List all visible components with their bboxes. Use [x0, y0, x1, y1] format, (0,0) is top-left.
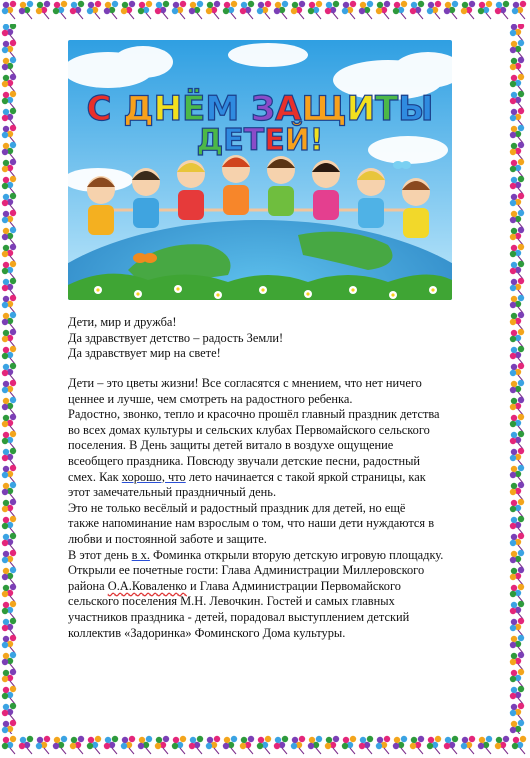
balloon-bunch-icon [2, 142, 16, 160]
balloon-bunch-icon [19, 1, 33, 19]
article-text: и Глава Администрации Первомайского [186, 578, 401, 593]
article-line: Дети – это цветы жизни! Все согласятся с мнением, что нет ничего [68, 376, 422, 390]
balloon-bunch-icon [510, 516, 524, 534]
balloon-bunch-icon [510, 142, 524, 160]
balloon-bunch-icon [189, 736, 203, 754]
balloon-bunch-icon [510, 686, 524, 704]
page-border-bottom [0, 734, 530, 758]
balloon-bunch-icon [510, 669, 524, 687]
balloon-bunch-icon [2, 618, 16, 636]
underlined-text: в х. [131, 547, 150, 562]
article-line [68, 470, 473, 486]
balloon-bunch-icon [410, 736, 424, 754]
balloon-bunch-icon [308, 736, 322, 754]
article-text: лето начинается с такой яркой страницы, как [185, 469, 426, 484]
article-body [68, 376, 473, 641]
balloon-bunch-icon [2, 159, 16, 177]
balloon-bunch-icon [155, 1, 169, 19]
balloon-bunch-icon [510, 720, 524, 734]
balloon-bunch-icon [223, 1, 237, 19]
balloon-bunch-icon [510, 414, 524, 432]
balloon-bunch-icon [510, 108, 524, 126]
balloon-bunch-icon [2, 635, 16, 653]
banner-illustration [68, 40, 452, 300]
balloon-bunch-icon [2, 482, 16, 500]
balloon-bunch-icon [510, 74, 524, 92]
balloon-bunch-icon [510, 465, 524, 483]
article-text: района [68, 578, 108, 593]
page-border-right [506, 24, 530, 734]
balloon-bunch-icon [104, 736, 118, 754]
balloon-bunch-icon [2, 91, 16, 109]
article-line: участников праздника - детей, порадовал выступлением детский [68, 609, 410, 624]
balloon-bunch-icon [2, 57, 16, 75]
balloon-bunch-icon [2, 227, 16, 245]
article-line: всеобщего праздника. Повсюду звучали детские песни, радостный [68, 453, 421, 468]
balloon-bunch-icon [70, 1, 84, 19]
balloon-bunch-icon [495, 1, 509, 19]
balloon-bunch-icon [87, 1, 101, 19]
balloon-bunch-icon [19, 736, 33, 754]
balloon-bunch-icon [223, 736, 237, 754]
balloon-bunch-icon [274, 1, 288, 19]
balloon-bunch-icon [510, 176, 524, 194]
childrens-day-banner [68, 40, 452, 300]
balloon-bunch-icon [325, 736, 339, 754]
balloon-bunch-icon [2, 346, 16, 364]
balloon-bunch-icon [510, 278, 524, 296]
balloon-bunch-icon [510, 346, 524, 364]
balloon-bunch-icon [172, 736, 186, 754]
balloon-bunch-icon [2, 465, 16, 483]
spellcheck-underlined-text: О.А.Коваленко [107, 578, 187, 593]
balloon-bunch-icon [510, 448, 524, 466]
article-line: сельского поселения М.Н. Левочкин. Гостей и самых главных [68, 594, 395, 609]
balloon-bunch-icon [2, 1, 16, 19]
balloon-bunch-icon [2, 397, 16, 415]
balloon-bunch-icon [70, 736, 84, 754]
balloon-bunch-icon [510, 244, 524, 262]
balloon-bunch-icon [2, 669, 16, 687]
article-line: Открыли ее почетные гости: Глава Администрации Миллеровского [68, 563, 425, 578]
balloon-bunch-icon [510, 397, 524, 415]
balloon-bunch-icon [2, 363, 16, 381]
balloon-bunch-icon [510, 482, 524, 500]
balloon-bunch-icon [510, 584, 524, 602]
balloon-bunch-icon [510, 159, 524, 177]
article-line: во всех домах культуры и сельских клубах Первомайского сельского [68, 422, 430, 437]
balloon-bunch-icon [478, 736, 492, 754]
balloon-bunch-icon [510, 91, 524, 109]
balloon-bunch-icon [510, 329, 524, 347]
balloon-bunch-icon [510, 363, 524, 381]
balloon-bunch-icon [510, 533, 524, 551]
balloon-bunch-icon [512, 736, 526, 754]
balloon-bunch-icon [291, 1, 305, 19]
balloon-bunch-icon [53, 736, 67, 754]
balloon-bunch-icon [36, 736, 50, 754]
balloon-border-left [0, 24, 24, 734]
balloon-bunch-icon [240, 1, 254, 19]
article-line: ценнее и лучше, чем смотреть на радостного ребенка. [68, 391, 353, 406]
balloon-bunch-icon [121, 1, 135, 19]
article-text: Фоминка открыли вторую детскую игровую площадку. [149, 547, 444, 562]
balloon-bunch-icon [495, 736, 509, 754]
balloon-bunch-icon [206, 736, 220, 754]
balloon-bunch-icon [2, 414, 16, 432]
balloon-bunch-icon [2, 567, 16, 585]
motto-line: Да здравствует мир на свете! [68, 346, 221, 361]
balloon-bunch-icon [2, 601, 16, 619]
balloon-bunch-icon [155, 736, 169, 754]
balloon-bunch-icon [510, 652, 524, 670]
balloon-bunch-icon [2, 516, 16, 534]
balloon-bunch-icon [510, 24, 524, 41]
balloon-bunch-icon [206, 1, 220, 19]
balloon-bunch-icon [510, 261, 524, 279]
balloon-bunch-icon [376, 1, 390, 19]
banner-title-line1: С ДНЁМ ЗАЩИТЫ [86, 89, 434, 129]
page-border-left [0, 24, 24, 734]
balloon-bunch-icon [325, 1, 339, 19]
balloon-bunch-icon [444, 736, 458, 754]
balloon-bunch-icon [510, 210, 524, 228]
balloon-bunch-icon [510, 601, 524, 619]
balloon-bunch-icon [2, 125, 16, 143]
balloon-bunch-icon [2, 720, 16, 734]
balloon-bunch-icon [2, 40, 16, 58]
balloon-bunch-icon [510, 635, 524, 653]
underlined-text: хорошо, что [121, 469, 186, 484]
balloon-bunch-icon [2, 652, 16, 670]
balloon-bunch-icon [510, 380, 524, 398]
page-border-top [0, 0, 530, 24]
balloon-bunch-icon [427, 736, 441, 754]
article-line: коллектив «Задоринка» Фоминского Дома культуры. [68, 625, 346, 640]
balloon-bunch-icon [2, 108, 16, 126]
balloon-bunch-icon [342, 1, 356, 19]
balloon-bunch-icon [240, 736, 254, 754]
balloon-bunch-icon [2, 244, 16, 262]
balloon-bunch-icon [2, 736, 16, 754]
balloon-bunch-icon [2, 329, 16, 347]
balloon-border-right [506, 24, 530, 734]
balloon-bunch-icon [138, 736, 152, 754]
balloon-bunch-icon [2, 431, 16, 449]
balloon-bunch-icon [359, 736, 373, 754]
balloon-bunch-icon [2, 278, 16, 296]
balloon-bunch-icon [2, 74, 16, 92]
balloon-border-top [0, 0, 530, 24]
balloon-bunch-icon [359, 1, 373, 19]
balloon-bunch-icon [274, 736, 288, 754]
balloon-bunch-icon [444, 1, 458, 19]
balloon-bunch-icon [510, 618, 524, 636]
balloon-bunch-icon [2, 533, 16, 551]
balloon-bunch-icon [510, 567, 524, 585]
balloon-bunch-icon [257, 1, 271, 19]
balloon-bunch-icon [2, 176, 16, 194]
motto-line: Да здравствует детство – радость Земли! [68, 330, 284, 345]
balloon-bunch-icon [2, 499, 16, 517]
balloon-bunch-icon [2, 703, 16, 721]
article-line: также напоминание нам взрослым о том, что наши дети нуждаются в [68, 516, 435, 531]
balloon-bunch-icon [2, 210, 16, 228]
balloon-bunch-icon [172, 1, 186, 19]
motto-line: Дети, мир и дружба! [68, 315, 177, 329]
balloon-bunch-icon [410, 1, 424, 19]
balloon-bunch-icon [36, 1, 50, 19]
balloon-bunch-icon [376, 736, 390, 754]
balloon-bunch-icon [510, 499, 524, 517]
balloon-bunch-icon [257, 736, 271, 754]
balloon-bunch-icon [510, 40, 524, 58]
balloon-bunch-icon [2, 312, 16, 330]
balloon-bunch-icon [393, 736, 407, 754]
article-line [68, 579, 473, 595]
balloon-bunch-icon [2, 380, 16, 398]
balloon-bunch-icon [121, 736, 135, 754]
balloon-bunch-icon [393, 1, 407, 19]
balloon-bunch-icon [510, 57, 524, 75]
balloon-bunch-icon [2, 295, 16, 313]
balloon-bunch-icon [510, 550, 524, 568]
balloon-bunch-icon [87, 736, 101, 754]
article-line [68, 548, 473, 564]
balloon-bunch-icon [308, 1, 322, 19]
balloon-bunch-icon [510, 227, 524, 245]
balloon-bunch-icon [2, 448, 16, 466]
balloon-bunch-icon [510, 125, 524, 143]
article-text: смех. Как [68, 469, 122, 484]
balloon-bunch-icon [427, 1, 441, 19]
article-line: этот замечательный праздничный день. [68, 485, 277, 500]
balloon-bunch-icon [510, 295, 524, 313]
banner-title-line2: ДЕТЕЙ! [196, 123, 324, 158]
balloon-bunch-icon [189, 1, 203, 19]
balloon-bunch-icon [461, 736, 475, 754]
balloon-bunch-icon [510, 703, 524, 721]
article-line: поселения. В День защиты детей витало в воздухе ощущение [68, 438, 394, 453]
balloon-bunch-icon [510, 193, 524, 211]
balloon-bunch-icon [478, 1, 492, 19]
balloon-bunch-icon [53, 1, 67, 19]
balloon-bunch-icon [342, 736, 356, 754]
balloon-bunch-icon [2, 550, 16, 568]
balloon-bunch-icon [2, 686, 16, 704]
balloon-bunch-icon [104, 1, 118, 19]
balloon-bunch-icon [461, 1, 475, 19]
article-line: Это не только весёлый и радостный праздник для детей, но ещё [68, 500, 406, 515]
balloon-bunch-icon [510, 431, 524, 449]
article-line: Радостно, звонко, тепло и красочно прошёл главный праздник детства [68, 407, 440, 422]
balloon-bunch-icon [2, 261, 16, 279]
motto-block [68, 315, 473, 362]
balloon-bunch-icon [510, 312, 524, 330]
article-line: любви и постоянной заботе и защите. [68, 531, 267, 546]
balloon-bunch-icon [291, 736, 305, 754]
article-text: В этот день [68, 547, 132, 562]
balloon-bunch-icon [2, 584, 16, 602]
balloon-bunch-icon [2, 193, 16, 211]
balloon-bunch-icon [512, 1, 526, 19]
balloon-bunch-icon [2, 24, 16, 41]
balloon-bunch-icon [138, 1, 152, 19]
balloon-border-bottom [0, 734, 530, 758]
